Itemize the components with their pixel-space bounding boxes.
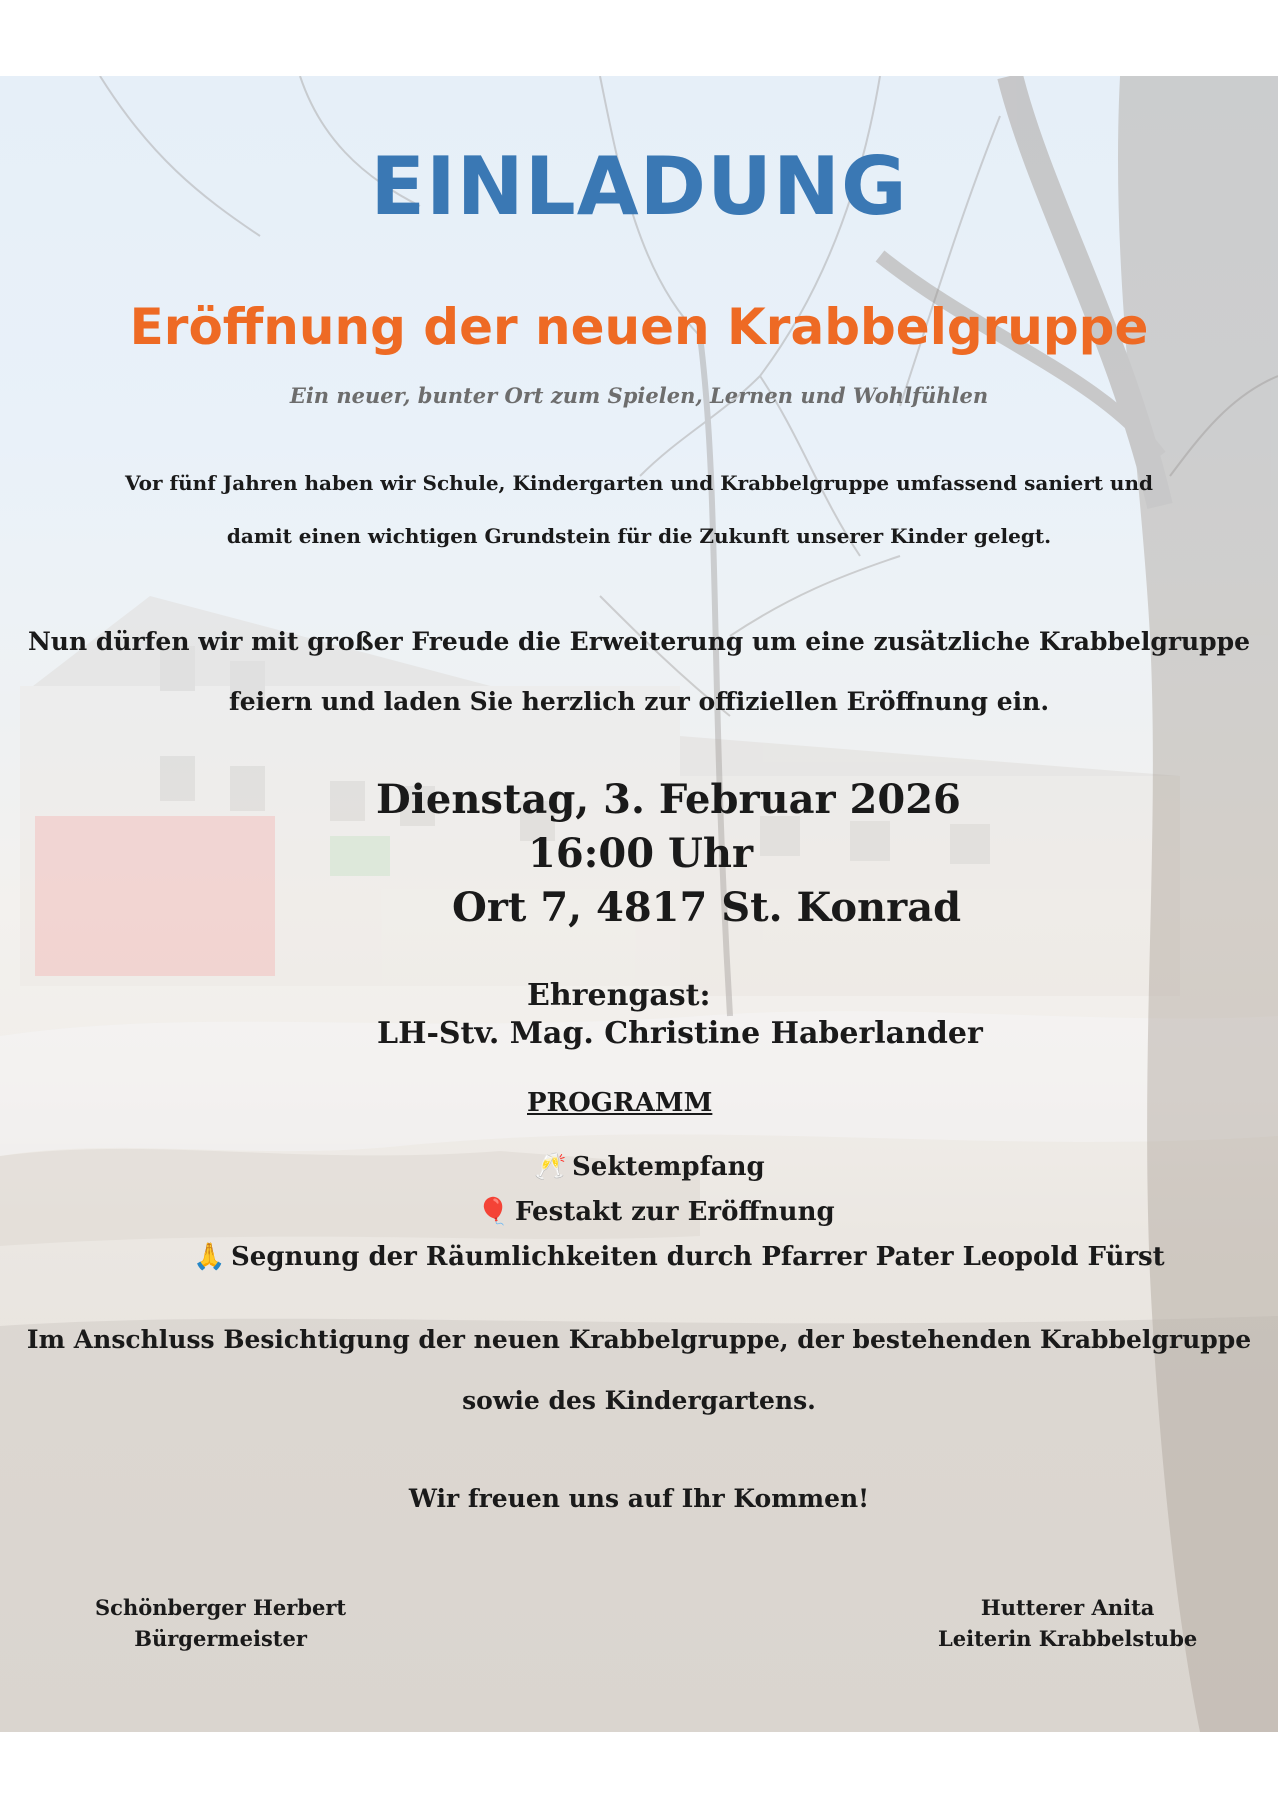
program-item-label: Segnung der Räumlichkeiten durch Pfarrer Pater Leopold Fürst bbox=[231, 1242, 1165, 1272]
event-location: Ort 7, 4817 St. Konrad bbox=[452, 884, 962, 931]
signature-left bbox=[95, 1592, 346, 1654]
invitation-title: EINLADUNG bbox=[370, 140, 908, 233]
signature-left-name: Schönberger Herbert bbox=[95, 1595, 347, 1620]
closing-line-2: sowie des Kindergartens. bbox=[462, 1386, 816, 1415]
signature-right-name: Hutterer Anita bbox=[980, 1595, 1155, 1620]
signature-left-role: Bürgermeister bbox=[134, 1626, 307, 1651]
program-item bbox=[534, 1152, 765, 1182]
program-heading: PROGRAMM bbox=[527, 1088, 713, 1118]
balloon-icon: 🎈 bbox=[477, 1197, 510, 1227]
program-item bbox=[193, 1242, 1165, 1272]
event-date: Dienstag, 3. Februar 2026 bbox=[376, 776, 961, 823]
guest-label: Ehrengast: bbox=[527, 978, 711, 1013]
program-item-label: Sektempfang bbox=[572, 1152, 765, 1182]
signature-right bbox=[938, 1592, 1197, 1654]
event-subtitle: Eröffnung der neuen Krabbelgruppe bbox=[129, 298, 1149, 356]
intro-line-2: damit einen wichtigen Grundstein für die Zukunft unserer Kinder gelegt. bbox=[226, 524, 1052, 548]
event-time: 16:00 Uhr bbox=[528, 830, 754, 877]
announcement-line-1: Nun dürfen wir mit großer Freude die Erweiterung um eine zusätzliche Krabbelgruppe bbox=[27, 627, 1251, 656]
closing-line-1: Im Anschluss Besichtigung der neuen Krabbelgruppe, der bestehenden Krabbelgruppe bbox=[26, 1325, 1252, 1354]
tagline: Ein neuer, bunter Ort zum Spielen, Lernen und Wohlfühlen bbox=[289, 383, 989, 408]
guest-name: LH-Stv. Mag. Christine Haberlander bbox=[377, 1016, 983, 1051]
praying-hands-icon: 🙏 bbox=[193, 1242, 226, 1272]
intro-line-1: Vor fünf Jahren haben wir Schule, Kindergarten und Krabbelgruppe umfassend saniert und bbox=[125, 471, 1153, 495]
toast-glasses-icon: 🥂 bbox=[534, 1152, 567, 1182]
program-item-label: Festakt zur Eröffnung bbox=[515, 1197, 835, 1227]
signature-right-role: Leiterin Krabbelstube bbox=[938, 1626, 1198, 1651]
program-item bbox=[477, 1197, 835, 1227]
closing-greeting: Wir freuen uns auf Ihr Kommen! bbox=[408, 1484, 870, 1513]
announcement-line-2: feiern und laden Sie herzlich zur offiziellen Eröffnung ein. bbox=[228, 687, 1050, 716]
